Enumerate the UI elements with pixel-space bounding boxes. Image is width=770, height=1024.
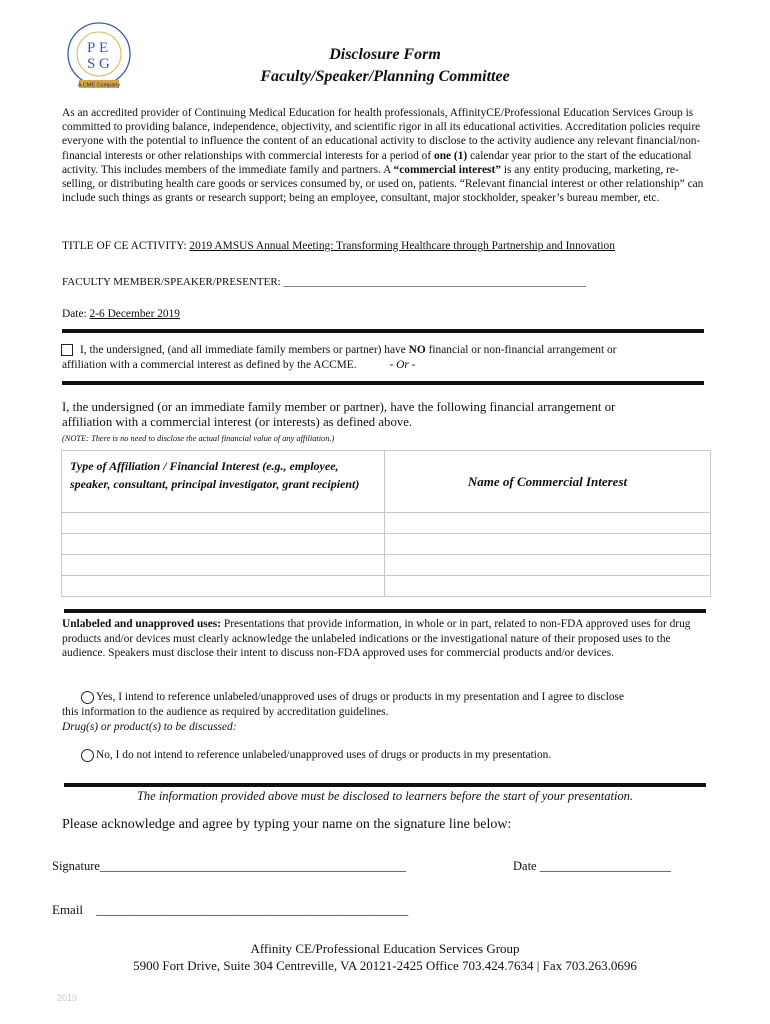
footer-year: 2019 xyxy=(57,993,78,1003)
email-field[interactable]: ________________________________________________ xyxy=(96,902,409,917)
divider-2 xyxy=(62,381,704,385)
faculty-label: FACULTY MEMBER/SPEAKER/PRESENTER: xyxy=(62,276,281,288)
unlabeled-paragraph xyxy=(62,617,708,661)
signature-line xyxy=(52,859,406,874)
intro-text-1: As an accredited provider of Continuing Medical Education for health professionals, AffinityCE/Professional Education Services Group is committed to providing balance, independence, objectivity, and scientific rigor in all its educational activities. Accreditation policies require everyone with the potential to influence the content of an educational activity to disclose to the activity audience any relevant financial/non-financial interests or other relationships with commercial interests for a period of xyxy=(62,107,701,162)
date-label: Date: xyxy=(62,308,87,320)
acknowledge-text: Please acknowledge and agree by typing your name on the signature line below: xyxy=(62,817,512,832)
signature-date-line xyxy=(513,859,671,874)
intro-bold-period: one (1) xyxy=(434,149,468,162)
commercial-interest-cell[interactable] xyxy=(385,513,711,534)
yes-unlabeled-radio[interactable] xyxy=(81,691,94,704)
activity-line xyxy=(62,240,722,252)
intro-paragraph xyxy=(62,106,710,205)
commercial-interest-cell[interactable] xyxy=(385,555,711,576)
date-line xyxy=(62,308,180,320)
no-disclosure-text-c: affiliation with a commercial interest as defined by the ACCME. xyxy=(62,359,357,371)
faculty-line xyxy=(62,276,722,288)
divider-1 xyxy=(62,329,704,333)
intro-bold-commercial: “commercial interest” xyxy=(393,163,501,176)
logo-letter-p: P xyxy=(87,40,96,56)
no-disclosure-text-a: I, the undersigned, (and all immediate family members or partner) have xyxy=(80,344,406,356)
affiliation-cell[interactable] xyxy=(62,513,385,534)
intro-text-3: is any entity producing, marketing, re-selling, or distributing health care goods or services consumed by, or used on, patients. “Relevant financial interest or other relationship” can include such things as grants or research support; being an employee, consultant, major stockholder, speaker’s bureau member, etc. xyxy=(62,163,704,205)
affiliation-table xyxy=(61,450,711,597)
svg-text:E: E xyxy=(99,40,109,56)
commercial-interest-cell[interactable] xyxy=(385,534,711,555)
yes-unlabeled-text-1: Yes, I intend to reference unlabeled/unapproved uses of drugs or products in my presentation and I agree to disclose xyxy=(96,691,625,703)
no-unlabeled-radio[interactable] xyxy=(81,749,94,762)
disclosure-note: (NOTE: There is no need to disclose the actual financial value of any affiliation.) xyxy=(62,434,335,443)
email-line xyxy=(52,903,408,918)
table-header-row xyxy=(62,451,711,513)
footer-address: 5900 Fort Drive, Suite 304 Centreville, VA 20121-2425 Office 703.424.7634 | Fax 703.263.0696 xyxy=(133,958,637,973)
disclosure-notice: The information provided above must be disclosed to learners before the start of your presentation. xyxy=(136,789,634,803)
divider-4 xyxy=(64,783,706,787)
affiliation-cell[interactable] xyxy=(62,534,385,555)
disclosure-line-2: affiliation with a commercial interest (or interests) as defined above. xyxy=(62,415,413,429)
email-label: Email xyxy=(52,902,84,917)
affiliation-cell[interactable] xyxy=(62,555,385,576)
unlabeled-heading: Unlabeled and unapproved uses: xyxy=(62,618,221,630)
activity-title: 2019 AMSUS Annual Meeting: Transforming Healthcare through Partnership and Innovation xyxy=(189,240,615,252)
no-unlabeled-text: No, I do not intend to reference unlabeled/unapproved uses of drugs or products in my presentation. xyxy=(96,749,552,761)
svg-text:S: S xyxy=(87,56,96,72)
svg-text:A CME Company: A CME Company xyxy=(77,82,121,89)
form-subtitle: Faculty/Speaker/Planning Committee xyxy=(260,68,510,85)
drugs-label: Drug(s) or product(s) to be discussed: xyxy=(62,721,237,733)
table-header-affiliation: Type of Affiliation / Financial Interest (e.g., employee, speaker, consultant, principal investigator, grant recipient) xyxy=(62,451,385,513)
faculty-name-field[interactable]: _______________________________________________________ xyxy=(283,276,586,288)
signature-date-label: Date xyxy=(513,859,537,873)
signature-label: Signature xyxy=(52,859,100,873)
date-value: 2-6 December 2019 xyxy=(89,308,180,320)
affiliation-cell[interactable] xyxy=(62,576,385,597)
table-header-commercial-interest: Name of Commercial Interest xyxy=(385,451,711,513)
unlabeled-text: Presentations that provide information, in whole or in part, related to non-FDA approved uses for drug products and/or devices must clearly acknowledge the unlabeled indications or the investigational nature of their proposed uses to the audience. Speakers must disclose their intent to discuss non-FDA approved uses for commercial products and/or devices. xyxy=(62,618,691,659)
signature-date-field[interactable]: _____________________ xyxy=(539,859,671,873)
or-separator: - Or - xyxy=(389,359,416,371)
no-disclosure-line2 xyxy=(62,358,622,373)
no-disclosure-text xyxy=(80,343,710,358)
commercial-interest-cell[interactable] xyxy=(385,576,711,597)
table-row xyxy=(62,576,711,597)
table-row xyxy=(62,534,711,555)
no-disclosure-checkbox[interactable] xyxy=(61,344,73,356)
form-title: Disclosure Form xyxy=(329,46,441,63)
footer-org: Affinity CE/Professional Education Services Group xyxy=(250,941,520,956)
svg-text:G: G xyxy=(99,56,110,72)
yes-unlabeled-text-2: this information to the audience as required by accreditation guidelines. xyxy=(62,706,389,718)
intro-text-2: calendar year prior to the start of the educational activity. This includes members of the immediate family and partners. A xyxy=(62,149,692,176)
disclosure-line-1: I, the undersigned (or an immediate family member or partner), have the following financial arrangement or xyxy=(62,400,616,414)
signature-field[interactable]: _________________________________________________ xyxy=(99,859,407,873)
no-disclosure-bold: NO xyxy=(408,344,426,356)
table-row xyxy=(62,555,711,576)
table-row xyxy=(62,513,711,534)
activity-label: TITLE OF CE ACTIVITY: xyxy=(62,240,187,252)
no-disclosure-text-b: financial or non-financial arrangement or xyxy=(428,344,617,356)
divider-3 xyxy=(64,609,706,613)
